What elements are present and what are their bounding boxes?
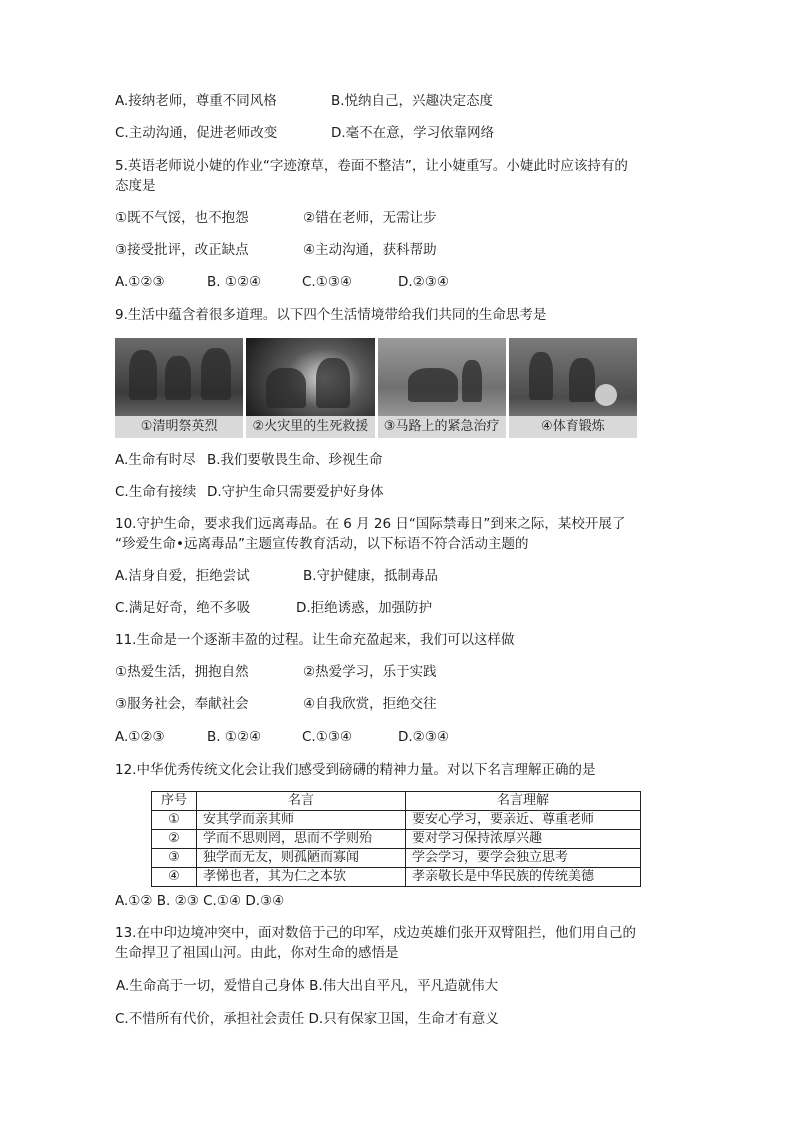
q11-item-3: ③服务社会，奉献社会 <box>115 696 249 712</box>
table-row <box>152 811 641 830</box>
q9-photo-strip <box>115 338 637 438</box>
header-understanding: 名言理解 <box>406 792 641 811</box>
row-quote: 独学而无友，则孤陋而寡闻 <box>197 849 406 868</box>
q13-options-row1: A.生命高于一切，爱惜自己身体 B.伟大出自平凡，平凡造就伟大 <box>116 978 499 994</box>
q12-quotes-table <box>151 791 641 887</box>
q13-stem-line2: 生命捍卫了祖国山河。由此，你对生命的感悟是 <box>115 945 399 961</box>
q9-options-row2 <box>115 482 384 502</box>
q10-option-d: D.拒绝诱惑，加强防护 <box>296 600 433 616</box>
header-index: 序号 <box>152 792 197 811</box>
q8b-option-a: A.①②③ <box>115 274 165 290</box>
q11-items-row2 <box>115 694 437 714</box>
q10-option-a: A.洁身自爱，拒绝尝试 <box>115 568 250 584</box>
row-index: ② <box>152 830 197 849</box>
q9-caption-4: ④体育锻炼 <box>509 416 637 438</box>
q10-options-row1 <box>115 566 438 586</box>
q11-option-b: B. ①②④ <box>207 729 262 745</box>
row-understanding: 要安心学习，要亲近、尊重老师 <box>406 811 641 830</box>
q11-option-a: A.①②③ <box>115 729 165 745</box>
q9-option-c: C.生命有接续 <box>115 484 197 500</box>
row-index: ① <box>152 811 197 830</box>
q9-caption-1: ①清明祭英烈 <box>115 416 243 438</box>
q9-photo-fire-rescue <box>246 338 374 438</box>
q12-stem: 12.中华优秀传统文化会让我们感受到磅礴的精神力量。对以下名言理解正确的是 <box>115 762 596 778</box>
row-understanding: 要对学习保持浓厚兴趣 <box>406 830 641 849</box>
q9-photo-road-treatment <box>378 338 506 438</box>
row-quote: 学而不思则罔，思而不学则殆 <box>197 830 406 849</box>
q10-stem-line1: 10.守护生命，要求我们远离毒品。在 6 月 26 日“国际禁毒日”到来之际，某校开展了 <box>115 516 626 532</box>
row-quote: 安其学而亲其师 <box>197 811 406 830</box>
row-index: ③ <box>152 849 197 868</box>
q8b-options <box>115 272 449 292</box>
q10-options-row2 <box>115 598 432 618</box>
q8-option-b: B.悦纳自己，兴趣决定态度 <box>331 93 494 109</box>
q10-option-b: B.守护健康，抵制毒品 <box>303 568 439 584</box>
table-row <box>152 868 641 887</box>
q8b-item-1: ①既不气馁，也不抱怨 <box>115 210 249 226</box>
q10-stem-line2: “珍爱生命•远离毒品”主题宣传教育活动，以下标语不符合活动主题的 <box>115 536 529 552</box>
row-understanding: 孝亲敬长是中华民族的传统美德 <box>406 868 641 887</box>
row-index: ④ <box>152 868 197 887</box>
q11-option-d: D.②③④ <box>398 729 449 745</box>
q8b-items-row1 <box>115 208 437 228</box>
q8b-item-3: ③接受批评，改正缺点 <box>115 242 249 258</box>
table-row <box>152 830 641 849</box>
q8b-stem-line1: 5.英语老师说小婕的作业“字迹潦草，卷面不整洁”，让小婕重写。小婕此时应该持有的 <box>115 158 628 174</box>
row-quote: 孝悌也者，其为仁之本欤 <box>197 868 406 887</box>
header-quote: 名言 <box>197 792 406 811</box>
q9-option-a: A.生命有时尽 <box>115 452 196 468</box>
q13-options-row2: C.不惜所有代价，承担社会责任 D.只有保家卫国，生命才有意义 <box>115 1011 499 1027</box>
q11-item-4: ④自我欣赏，拒绝交往 <box>303 696 437 712</box>
q11-items-row1 <box>115 662 437 682</box>
q8b-option-d: D.②③④ <box>398 274 449 290</box>
q10-option-c: C.满足好奇，绝不多吸 <box>115 600 251 616</box>
q12-options: A.①② B. ②③ C.①④ D.③④ <box>115 893 285 909</box>
q8-option-d: D.毫不在意，学习依靠网络 <box>331 125 495 141</box>
q11-item-1: ①热爱生活，拥抱自然 <box>115 664 249 680</box>
q9-caption-3: ③马路上的紧急治疗 <box>378 416 506 438</box>
q9-option-d: D.守护生命只需要爱护好身体 <box>207 484 384 500</box>
q9-photo-memorial <box>115 338 243 438</box>
q8-option-a: A.接纳老师，尊重不同风格 <box>115 93 277 109</box>
q8-option-c: C.主动沟通，促进老师改变 <box>115 125 278 141</box>
q9-options-row1 <box>115 450 383 470</box>
q9-photo-sports <box>509 338 637 438</box>
q8b-item-2: ②错在老师，无需让步 <box>303 210 437 226</box>
q8-options-row2 <box>115 123 494 143</box>
q11-options <box>115 727 449 747</box>
q8b-option-c: C.①③④ <box>302 274 353 290</box>
q11-item-2: ②热爱学习，乐于实践 <box>303 664 437 680</box>
q8b-items-row2 <box>115 240 437 260</box>
table-header-row <box>152 792 641 811</box>
q8b-stem-line2: 态度是 <box>115 178 156 194</box>
q8b-item-4: ④主动沟通，获科帮助 <box>303 242 437 258</box>
q8-options-row1 <box>115 91 493 111</box>
q8b-option-b: B. ①②④ <box>207 274 262 290</box>
row-understanding: 学会学习，要学会独立思考 <box>406 849 641 868</box>
q11-stem: 11.生命是一个逐渐丰盈的过程。让生命充盈起来，我们可以这样做 <box>115 632 515 648</box>
q13-stem-line1: 13.在中印边境冲突中，面对数倍于己的印军，戍边英雄们张开双臂阻拦，他们用自己的 <box>115 925 636 941</box>
q9-caption-2: ②火灾里的生死救援 <box>246 416 374 438</box>
table-row <box>152 849 641 868</box>
q9-stem: 9.生活中蕴含着很多道理。以下四个生活情境带给我们共同的生命思考是 <box>115 307 547 323</box>
q9-option-b: B.我们要敬畏生命、珍视生命 <box>207 452 383 468</box>
q11-option-c: C.①③④ <box>302 729 353 745</box>
